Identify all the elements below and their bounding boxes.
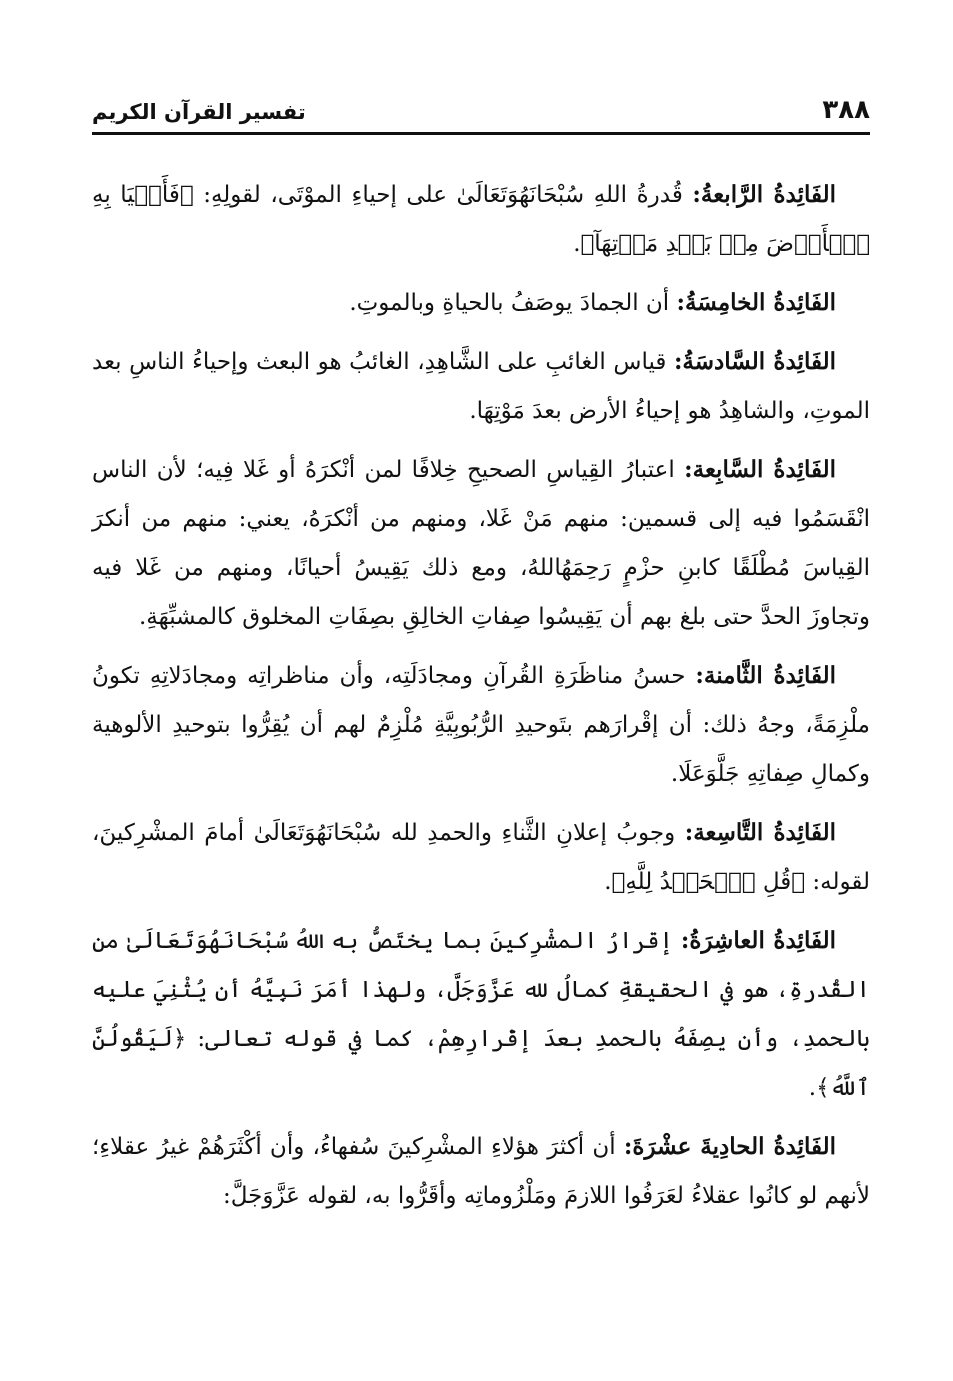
book-title: تفسير القرآن الكريم bbox=[92, 100, 306, 124]
paragraph-benefit-5 bbox=[92, 278, 870, 328]
page-header bbox=[92, 92, 870, 135]
paragraph-benefit-10 bbox=[92, 916, 870, 1113]
benefit-text: إقرارُ المشْرِكينَ بما يختَصُّ به اللهُ سُبْحَانَهُوَتَعَالَىٰ من القُدرةِ، هو في الحقيقةِ كمالُ لله عَزَّوَجَلَّ، ولهذا أمَرَ نَبِيَّهُ أن يُثْنِيَ عليه بالحمدِ، وأن يصِفَهُ بالحمدِ بعدَ إقْرارِهِمْ، كما في قوله تعالى: ﴿لَيَقُولُنَّ ٱللَّهُ﴾. bbox=[92, 928, 870, 1101]
benefit-label: الفَائِدةُ السَّادسَةُ: bbox=[673, 348, 836, 375]
benefit-text: قُدرةُ اللهِ سُبْحَانَهُوَتَعَالَىٰ على إحياءِ الموْتَى، لقولِهِ: ﴿فَأَحۡيَا بِهِ ٱلۡأَرۡضَ مِنۢ بَعۡدِ مَوۡتِهَآ﴾. bbox=[92, 182, 870, 257]
benefit-label: الفَائِدةُ الرَّابعةُ: bbox=[692, 181, 837, 208]
page-number: ٣٨٨ bbox=[822, 95, 870, 125]
benefit-label: الفَائِدةُ التَّاسِعة: bbox=[684, 819, 837, 846]
paragraph-benefit-9 bbox=[92, 808, 870, 907]
benefit-text: قياس الغائبِ على الشَّاهِدِ، الغائبُ هو البعث وإحياءُ الناسِ بعد الموتِ، والشاهِدُ هو إحياءُ الأرض بعدَ مَوْتِهَا. bbox=[92, 349, 870, 424]
paragraph-benefit-8 bbox=[92, 651, 870, 799]
benefit-label: الفَائِدةُ الحادِيةَ عشْرَةَ: bbox=[623, 1133, 837, 1160]
paragraph-benefit-11 bbox=[92, 1122, 870, 1221]
benefit-text: اعتبارُ القِياسِ الصحيحِ خِلافًا لمن أنْكرَهُ أو غَلا فِيه؛ لأن الناس انْقَسَمُوا فيه إلى قسمين: منهم مَنْ غَلا، ومنهم من أنْكرَهُ، يعني: منهم من أنكرَ القِياسَ مُطْلَقًا كابنِ حزْمٍ رَحِمَهُاللهُ، ومع ذلك يَقِيسُ أحيانًا، ومنهم من غَلا فيه وتجاوزَ الحدَّ حتى بلغ بهم أن يَقِيسُوا صِفاتِ الخالِقِ بصِفَاتِ المخلوق كالمشبِّهَةِ. bbox=[92, 457, 870, 630]
paragraph-benefit-6 bbox=[92, 337, 870, 436]
benefit-label: الفَائِدةُ الخامِسَةُ: bbox=[676, 289, 836, 316]
benefit-text: أن أكثرَ هؤلاءِ المشْرِكينَ سُفهاءُ، وأن أكْثَرَهُمْ غيرُ عقلاءِ؛ لأنهم لو كانُوا عقلاءُ لعَرَفُوا اللازمَ ومَلْزُوماتِه وأقَرُّوا به، لقوله عَزَّوَجَلَّ: bbox=[92, 1134, 870, 1209]
benefit-label: الفَائِدةُ العاشِرَةُ: bbox=[680, 927, 836, 954]
benefit-label: الفَائِدةُ الثَّامنة: bbox=[695, 662, 837, 689]
benefit-label: الفَائِدةُ السَّابِعة: bbox=[684, 456, 836, 483]
paragraph-benefit-7 bbox=[92, 445, 870, 642]
page-body bbox=[92, 170, 870, 1221]
benefit-text: حسنُ مناظَرَةِ القُرآنِ ومجادَلَتِه، وأن مناظراتِه ومجادَلاتِهِ تكونُ ملْزِمَةً، وجهُ ذلك: أن إقْرارَهم بتَوحيدِ الرُّبُوبِيَّةِ مُلْزِمٌ لهم أن يُقِرُّوا بتوحيدِ الألوهية وكمالِ صِفاتِهِ جَلَّوَعَلَا. bbox=[92, 663, 870, 787]
benefit-text: أن الجمادَ يوصَفُ بالحياةِ وبالموتِ. bbox=[349, 290, 670, 316]
paragraph-benefit-4 bbox=[92, 170, 870, 269]
benefit-text: وجوبُ إعلانِ الثَّناءِ والحمدِ لله سُبْحَانَهُوَتَعَالَىٰ أمامَ المشْرِكينَ، لقوله: ﴿قُلِ ٱلۡحَمۡدُ لِلَّهِ﴾. bbox=[92, 820, 870, 895]
